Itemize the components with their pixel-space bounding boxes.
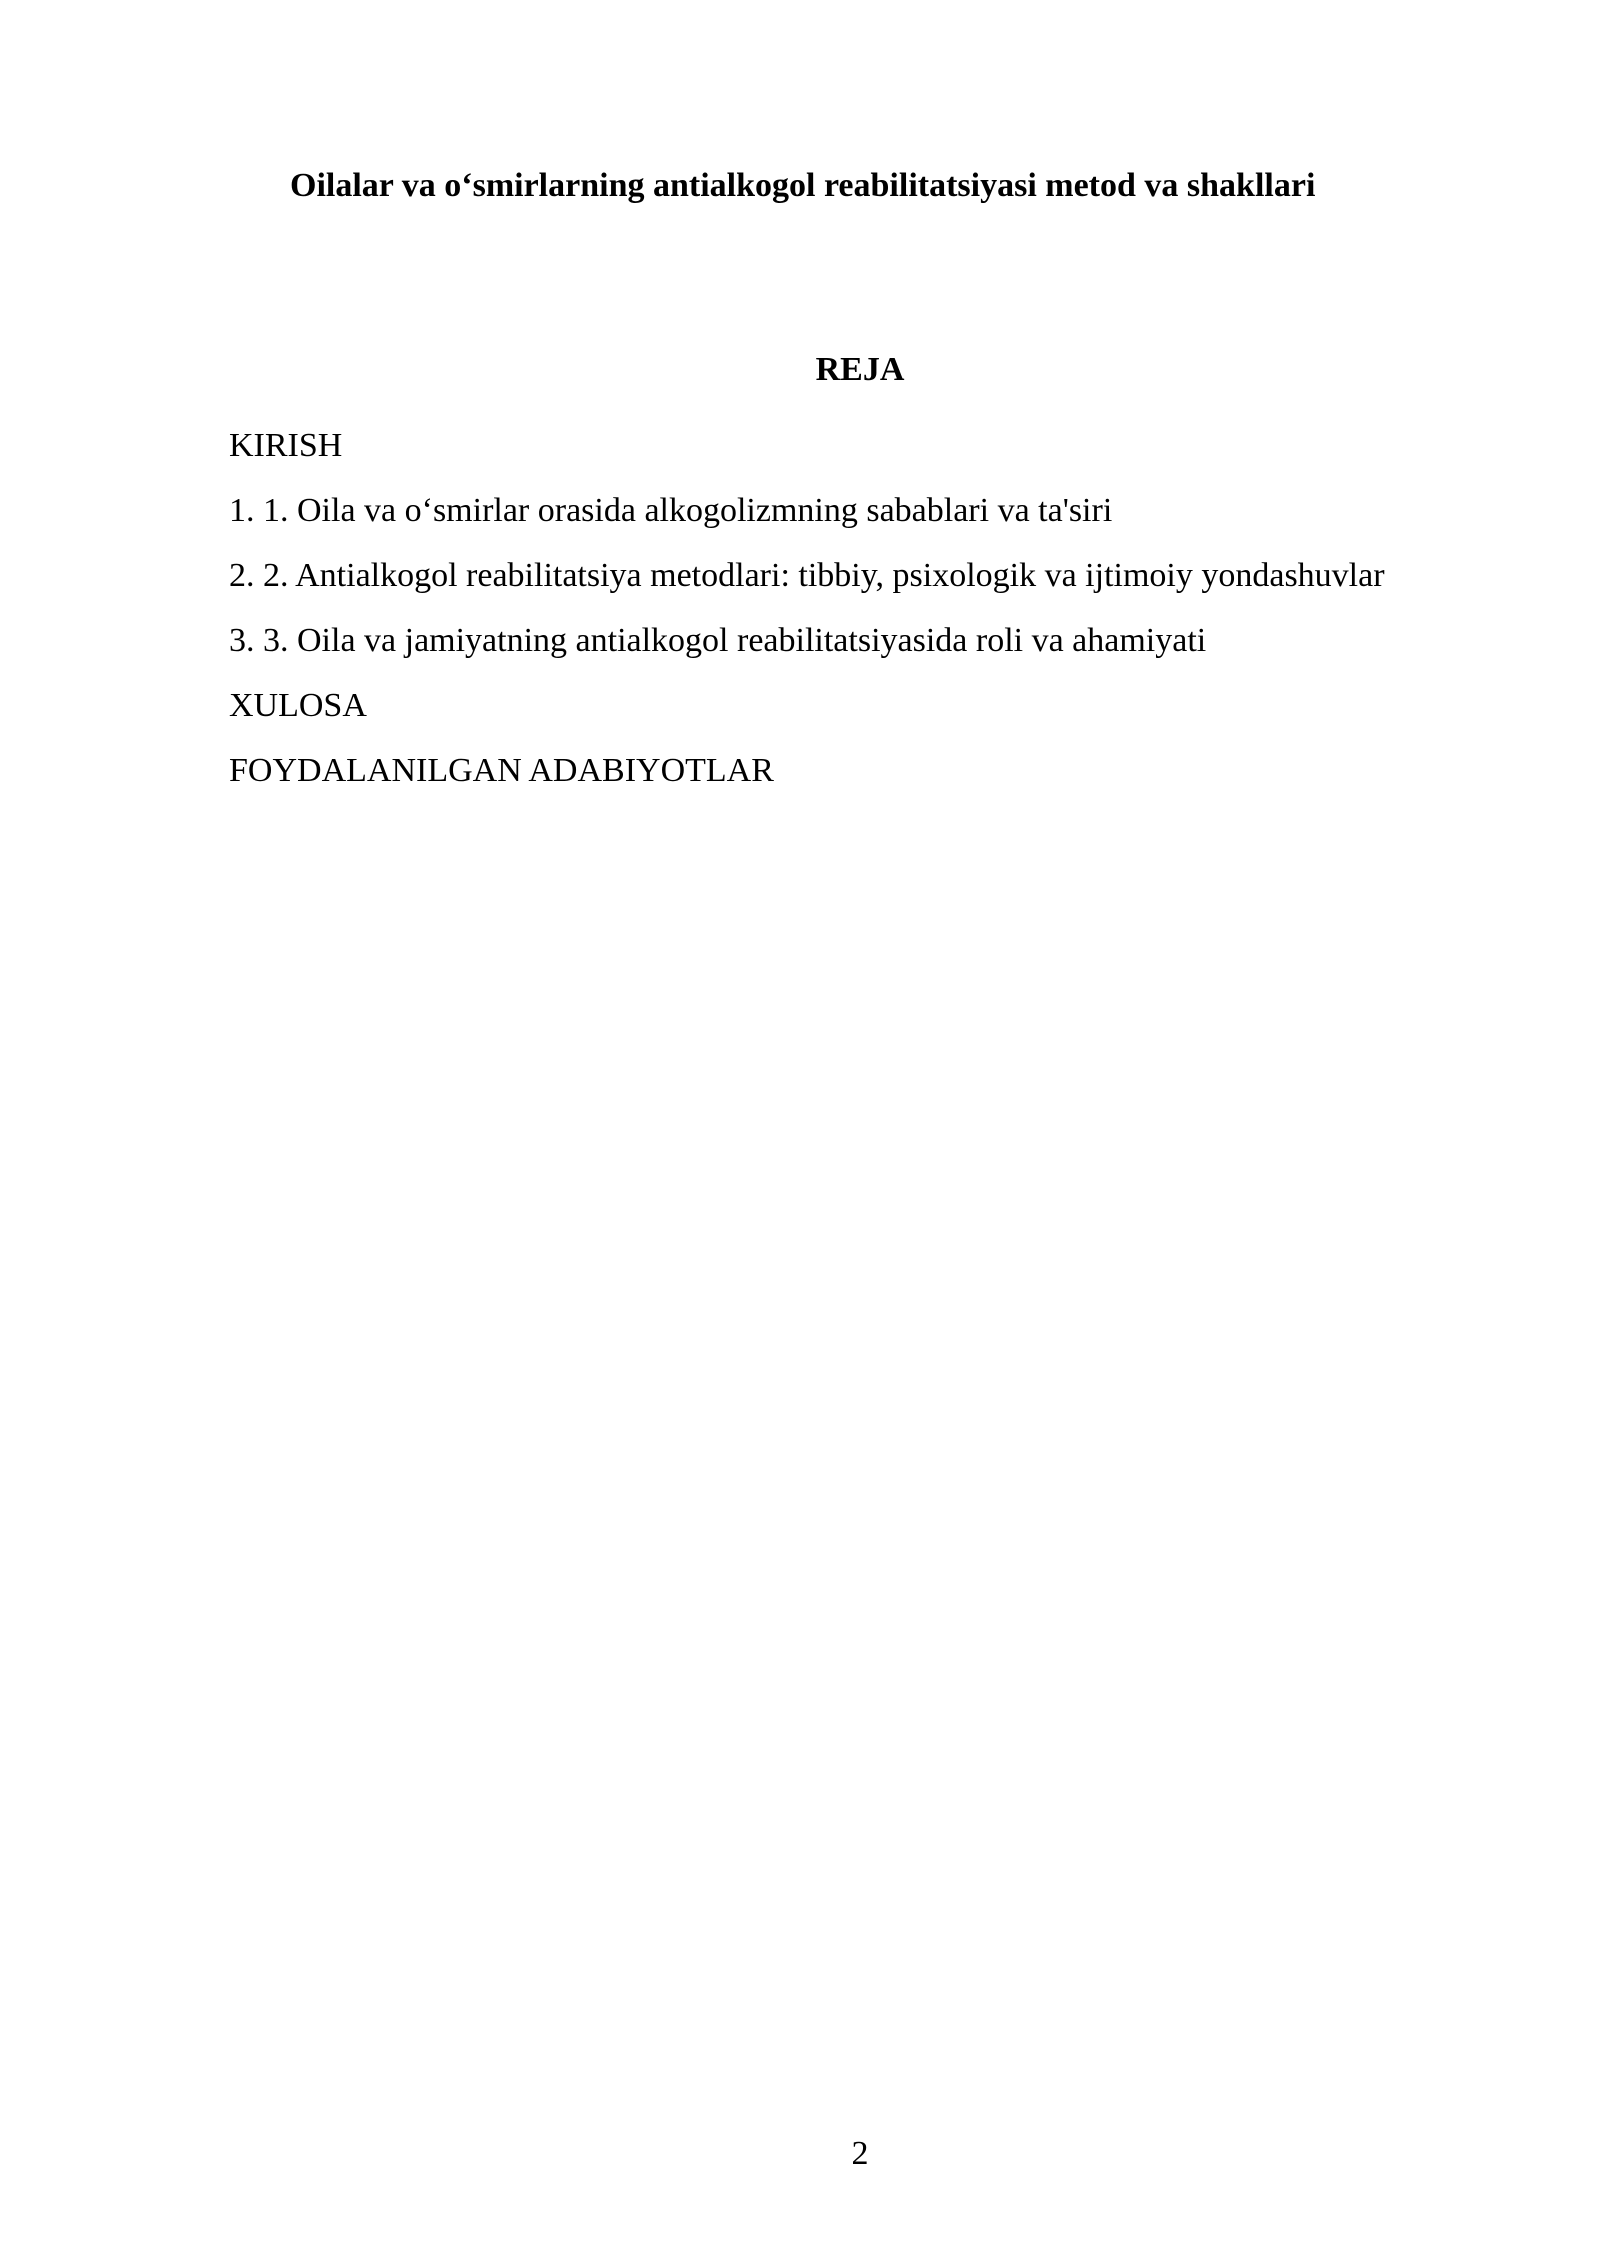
page-number: 2 — [851, 2135, 869, 2172]
table-of-contents — [229, 418, 1429, 808]
toc-item-conclusion: XULOSA — [229, 687, 367, 724]
document-title: Oilalar va o‘smirlarning antialkogol reabilitatsiyasi metod va shakllari — [290, 167, 1316, 204]
toc-item-introduction: KIRISH — [229, 427, 343, 464]
toc-item-1: 1. 1. Oila va o‘smirlar orasida alkogolizmning sabablari va ta'siri — [229, 492, 1113, 529]
plan-heading: REJA — [815, 351, 905, 388]
toc-item-references: FOYDALANILGAN ADABIYOTLAR — [229, 752, 774, 789]
toc-item-2: 2. 2. Antialkogol reabilitatsiya metodlari: tibbiy, psixologik va ijtimoiy yondashuvlar — [229, 557, 1385, 594]
toc-item-3: 3. 3. Oila va jamiyatning antialkogol reabilitatsiyasida roli va ahamiyati — [229, 622, 1207, 659]
